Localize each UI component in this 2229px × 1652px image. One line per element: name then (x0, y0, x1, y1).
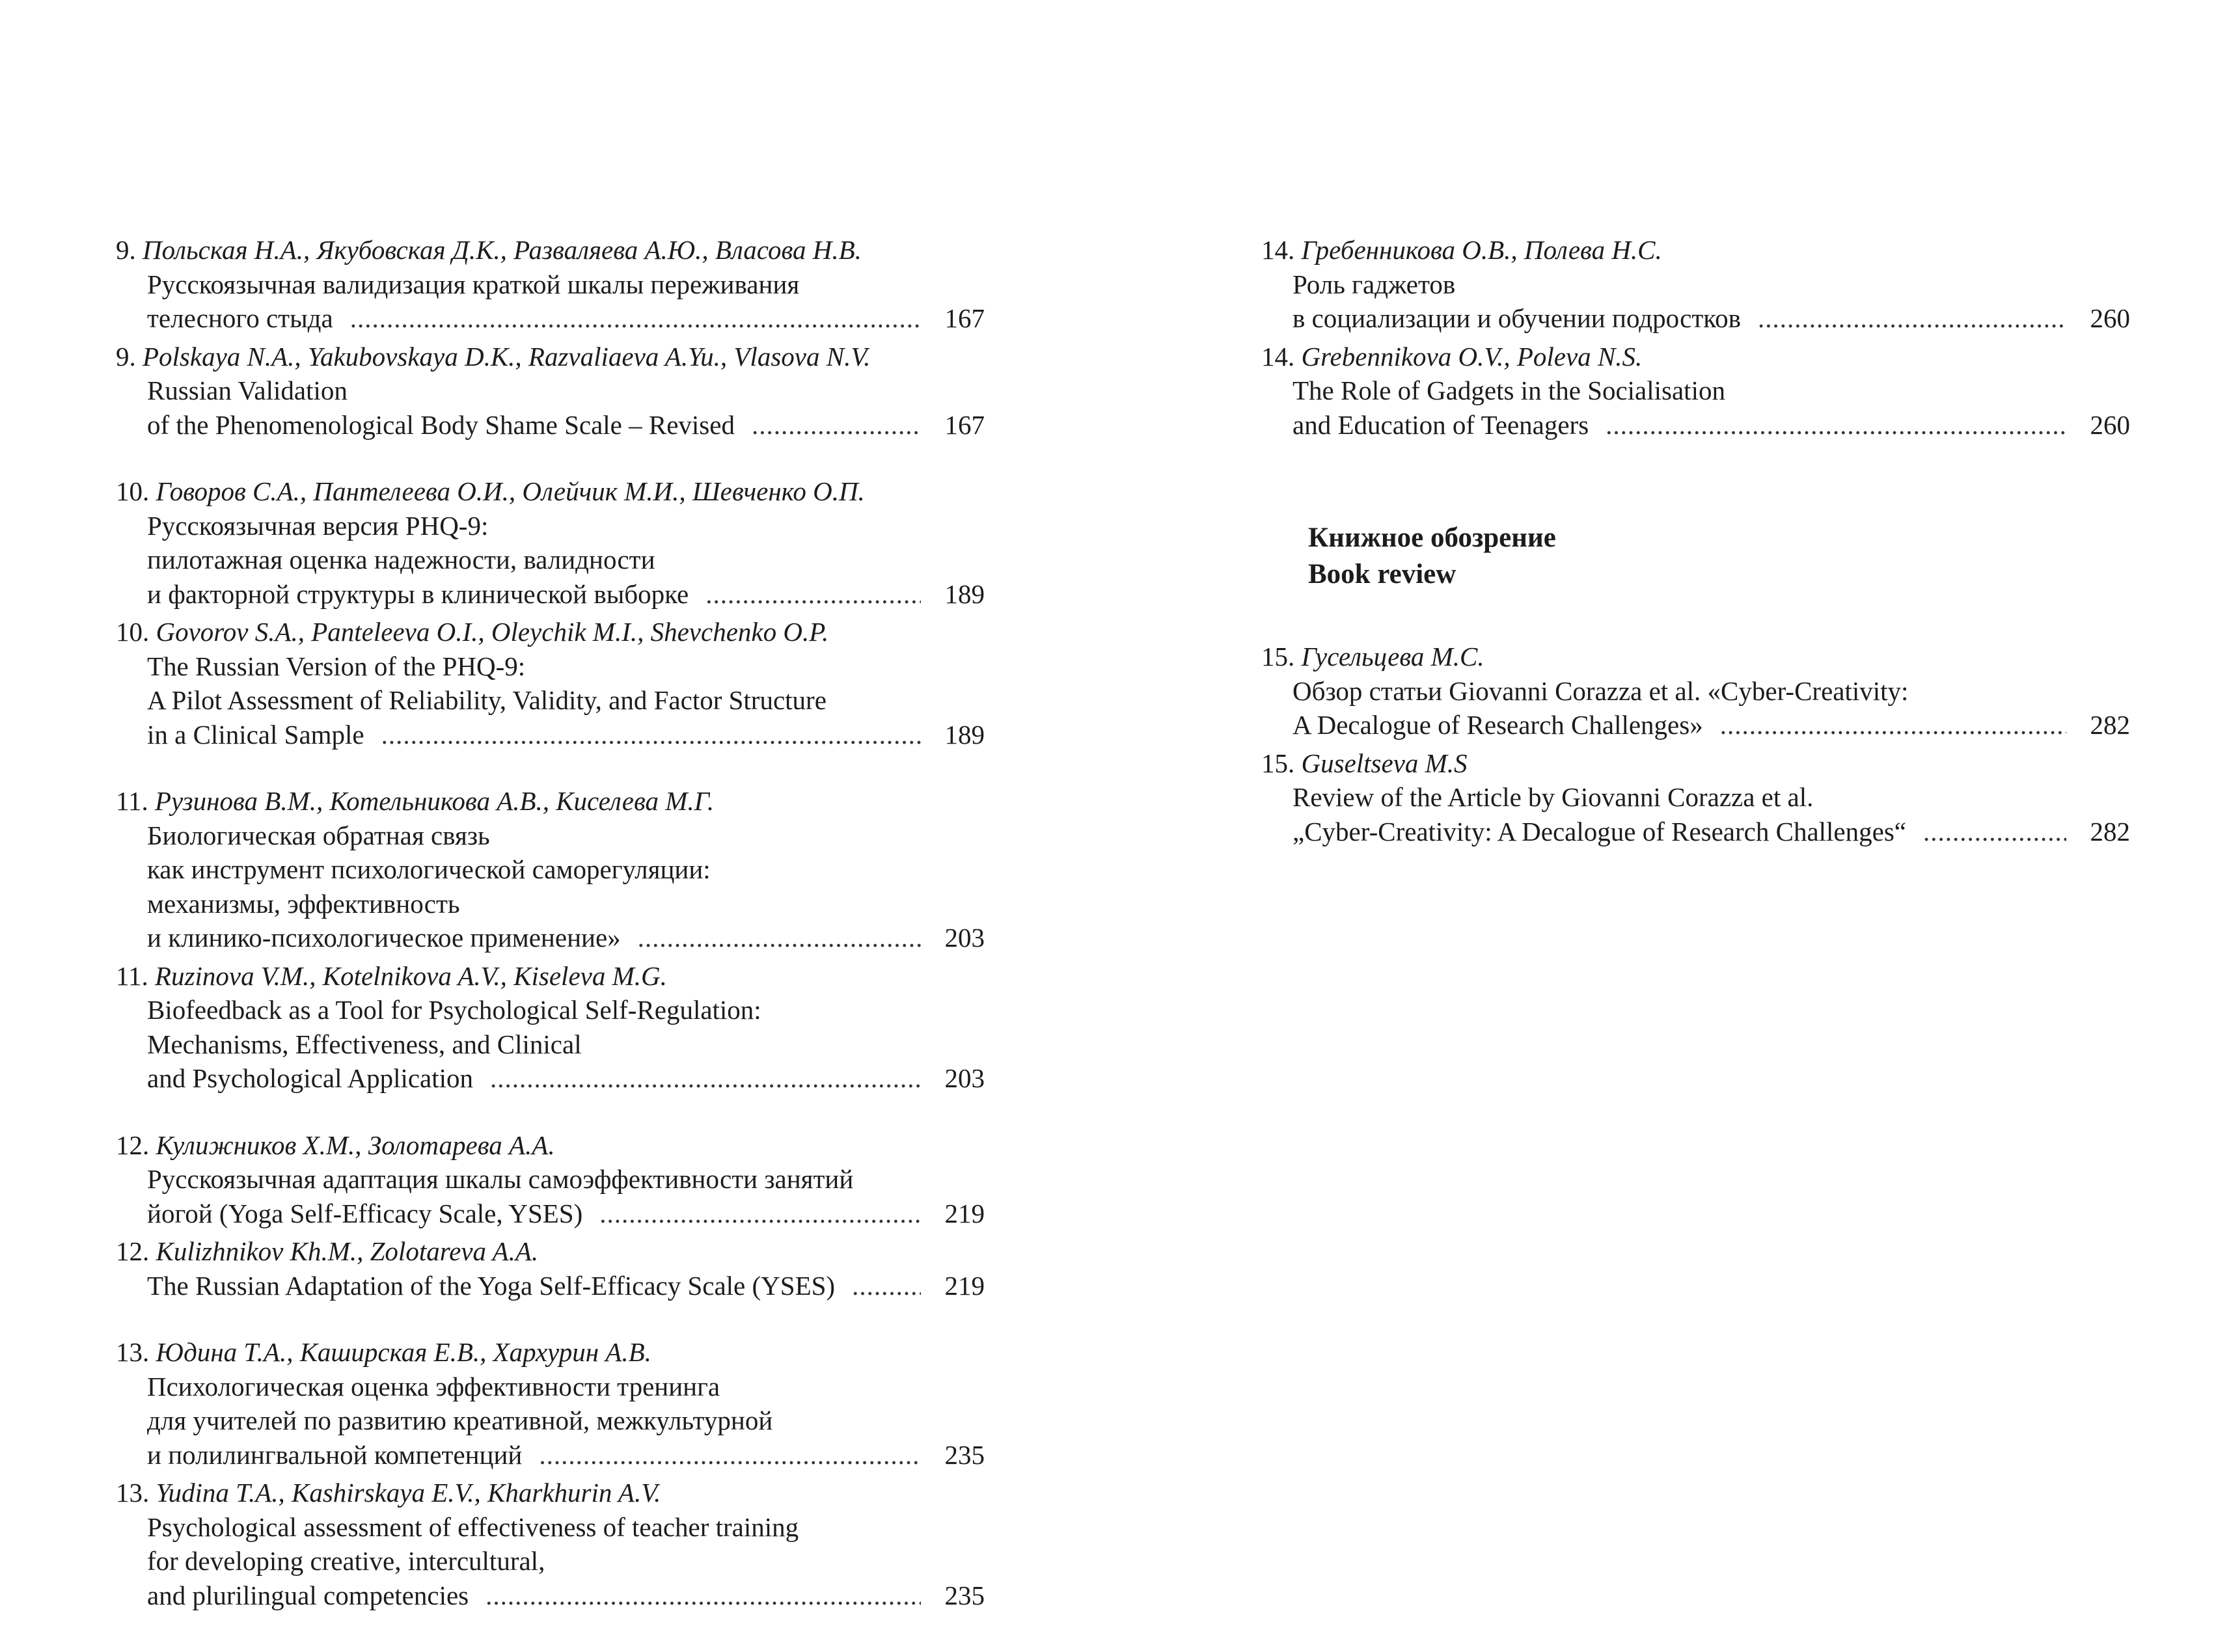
page-number: 189 (944, 578, 985, 609)
leader-dots (381, 718, 921, 752)
toc-entry-en (116, 340, 985, 442)
leader-dots (1923, 815, 2066, 849)
entry-number: 13. (116, 1337, 150, 1367)
toc-entry-en (116, 1234, 985, 1303)
toc-entry-pair (116, 474, 985, 752)
section-heading-ru: Книжное обозрение (1308, 522, 1556, 553)
entry-title-line: как инструмент психологической саморегуляции: (147, 854, 711, 884)
entry-number: 9. (116, 235, 136, 265)
entry-title-line: Роль гаджетов (1292, 269, 1456, 299)
entry-number: 13. (116, 1478, 150, 1508)
entry-title-line: The Role of Gadgets in the Socialisation (1292, 375, 1725, 405)
entry-authors (116, 233, 985, 267)
leader-dots (705, 577, 921, 612)
entry-number: 12. (116, 1236, 150, 1266)
entry-authors (1261, 340, 2130, 374)
leader-dots (752, 408, 921, 442)
entry-title-last-line (116, 577, 985, 612)
entry-number: 15. (1261, 642, 1295, 671)
page-number: 167 (944, 409, 985, 440)
entry-title-line: for developing creative, intercultural, (147, 1546, 545, 1576)
leader-dots (1606, 408, 2066, 442)
spacer (116, 1303, 985, 1335)
toc-entry-ru (116, 1335, 985, 1472)
entry-title-text: and Psychological Application (147, 1063, 474, 1093)
page-number: 235 (944, 1439, 985, 1470)
author-names: Grebennikova O.V., Poleva N.S. (1301, 341, 1643, 372)
author-names: Рузинова В.М., Котельникова А.В., Киселева М.Г. (154, 786, 715, 816)
page-number: 282 (2090, 816, 2130, 846)
entry-title-last-line (116, 718, 985, 752)
entry-title-line: A Pilot Assessment of Reliability, Validity, and Factor Structure (147, 685, 827, 715)
entry-title-last-line (116, 1438, 985, 1472)
toc-entry-pair (116, 784, 985, 1096)
entry-authors (116, 474, 985, 509)
entry-title-line: The Russian Version of the PHQ-9: (147, 651, 526, 681)
toc-entry-pair (116, 1335, 985, 1612)
entry-authors (116, 1128, 985, 1163)
author-names: Govorov S.A., Panteleeva O.I., Oleychik M.I., Shevchenko O.P. (156, 617, 829, 647)
leader-dots (599, 1197, 921, 1231)
entry-title-text: A Decalogue of Research Challenges» (1292, 710, 1703, 740)
entry-title-line: для учителей по развитию креативной, межкультурной (147, 1405, 773, 1435)
entry-authors (116, 1476, 985, 1510)
entry-title-last-line (116, 1061, 985, 1096)
entry-authors (116, 1234, 985, 1269)
entry-authors (1261, 746, 2130, 781)
leader-dots (490, 1061, 921, 1096)
entry-title-text: „Cyber-Creativity: A Decalogue of Research Challenges“ (1292, 816, 1906, 846)
entry-title-text: of the Phenomenological Body Shame Scale – Revised (147, 409, 735, 440)
entry-title-line: пилотажная оценка надежности, валидности (147, 545, 655, 575)
toc-entry-en (116, 959, 985, 1096)
entry-authors (116, 1335, 985, 1370)
entry-title-line: Русскоязычная валидизация краткой шкалы переживания (147, 269, 800, 299)
entry-number: 11. (116, 960, 148, 991)
entry-authors (1261, 640, 2130, 674)
entry-title-text: in a Clinical Sample (147, 719, 364, 750)
page-number: 219 (944, 1270, 985, 1301)
entry-number: 12. (116, 1130, 150, 1160)
entry-title-text: и факторной структуры в клинической выборке (147, 578, 689, 609)
page-number: 203 (944, 923, 985, 953)
entry-title-text: в социализации и обучении подростков (1292, 303, 1741, 333)
entry-title-text: и полилингвальной компетенций (147, 1439, 523, 1470)
toc-entry-pair (1261, 640, 2130, 848)
toc-entry-pair (1261, 233, 2130, 442)
toc-left-column (116, 233, 985, 1612)
entry-title-line: Русскоязычная версия PHQ-9: (147, 510, 489, 541)
entry-title-last-line (116, 301, 985, 336)
spacer (116, 442, 985, 474)
leader-dots (1758, 301, 2066, 336)
entry-title-text: телесного стыда (147, 303, 333, 333)
toc-entry-en (116, 1476, 985, 1612)
entry-number: 10. (116, 617, 150, 647)
author-names: Guseltseva M.S (1301, 748, 1468, 778)
author-names: Гребенникова О.В., Полева Н.С. (1301, 235, 1662, 265)
toc-entry-ru (116, 233, 985, 336)
toc-right-column (1261, 233, 2130, 848)
entry-title-last-line (1261, 408, 2130, 442)
entry-title-last-line (116, 921, 985, 955)
author-names: Polskaya N.A., Yakubovskaya D.K., Razvaliaeva A.Yu., Vlasova N.V. (143, 341, 871, 372)
entry-title-line: Биологическая обратная связь (147, 820, 490, 850)
toc-entry-en (1261, 340, 2130, 442)
entry-title-line: Biofeedback as a Tool for Psychological Self-Regulation: (147, 995, 761, 1025)
entry-number: 10. (116, 476, 150, 506)
entry-title-last-line (1261, 708, 2130, 742)
entry-title-line: Русскоязычная адаптация шкалы самоэффективности занятий (147, 1164, 854, 1194)
toc-entry-en (116, 615, 985, 752)
toc-entry-ru (116, 784, 985, 955)
entry-number: 15. (1261, 748, 1295, 778)
entry-title-line: Psychological assessment of effectiveness of teacher training (147, 1511, 799, 1542)
leader-dots (539, 1438, 921, 1472)
page-number: 260 (2090, 303, 2130, 333)
author-names: Польская Н.А., Якубовская Д.К., Разваляева А.Ю., Власова Н.В. (143, 235, 862, 265)
entry-title-line: Review of the Article by Giovanni Corazza et al. (1292, 782, 1814, 812)
entry-authors (1261, 233, 2130, 267)
toc-entry-pair (116, 233, 985, 442)
author-names: Yudina T.A., Kashirskaya E.V., Kharkhurin A.V. (156, 1478, 661, 1508)
page-number: 189 (944, 719, 985, 750)
toc-entry-ru (116, 474, 985, 611)
toc-entry-ru (1261, 640, 2130, 742)
entry-title-last-line (1261, 301, 2130, 336)
author-names: Юдина Т.А., Каширская Е.В., Хархурин А.В. (156, 1337, 651, 1367)
page-number: 219 (944, 1198, 985, 1228)
entry-title-last-line (1261, 815, 2130, 849)
page-number: 235 (944, 1580, 985, 1610)
page-number: 260 (2090, 409, 2130, 440)
entry-title-line: Психологическая оценка эффективности тренинга (147, 1371, 720, 1401)
page-number: 282 (2090, 710, 2130, 740)
toc-entry-ru (1261, 233, 2130, 336)
entry-number: 14. (1261, 235, 1295, 265)
author-names: Kulizhnikov Kh.M., Zolotareva A.A. (156, 1236, 539, 1266)
entry-title-text: йогой (Yoga Self-Efficacy Scale, YSES) (147, 1198, 583, 1228)
entry-title-text: and plurilingual competencies (147, 1580, 469, 1610)
author-names: Гусельцева М.С. (1301, 642, 1484, 671)
toc-entry-en (1261, 746, 2130, 849)
entry-title-line: Russian Validation (147, 375, 348, 405)
section-heading-en: Book review (1308, 559, 1456, 589)
entry-title-last-line (116, 1197, 985, 1231)
entry-authors (116, 615, 985, 649)
leader-dots (485, 1578, 921, 1613)
entry-authors (116, 784, 985, 819)
entry-title-text: и клинико-психологическое применение» (147, 923, 621, 953)
entry-title-line: Обзор статьи Giovanni Corazza et al. «Cyber-Creativity: (1292, 675, 1909, 706)
entry-title-text: and Education of Teenagers (1292, 409, 1589, 440)
entry-authors (116, 340, 985, 374)
spacer (116, 752, 985, 784)
entry-number: 9. (116, 341, 136, 372)
toc-entry-pair (116, 1128, 985, 1303)
entry-title-line: механизмы, эффективность (147, 888, 460, 919)
page-number: 167 (944, 303, 985, 333)
page-number: 203 (944, 1063, 985, 1093)
leader-dots (350, 301, 921, 336)
spacer (116, 1096, 985, 1128)
toc-entry-ru (116, 1128, 985, 1231)
section-heading-book-review (1261, 520, 2130, 593)
leader-dots (638, 921, 921, 955)
leader-dots (852, 1269, 921, 1303)
entry-title-last-line (116, 408, 985, 442)
entry-authors (116, 959, 985, 994)
entry-title-last-line (116, 1269, 985, 1303)
author-names: Ruzinova V.M., Kotelnikova A.V., Kiseleva M.G. (154, 960, 667, 991)
leader-dots (1720, 708, 2066, 742)
entry-title-text: The Russian Adaptation of the Yoga Self-Efficacy Scale (YSES) (147, 1270, 836, 1301)
author-names: Говоров С.А., Пантелеева О.И., Олейчик М.И., Шевченко О.П. (156, 476, 865, 506)
entry-number: 11. (116, 786, 148, 816)
entry-title-last-line (116, 1578, 985, 1613)
entry-title-line: Mechanisms, Effectiveness, and Clinical (147, 1029, 582, 1059)
entry-number: 14. (1261, 341, 1295, 372)
author-names: Кулижников Х.М., Золотарева А.А. (156, 1130, 555, 1160)
